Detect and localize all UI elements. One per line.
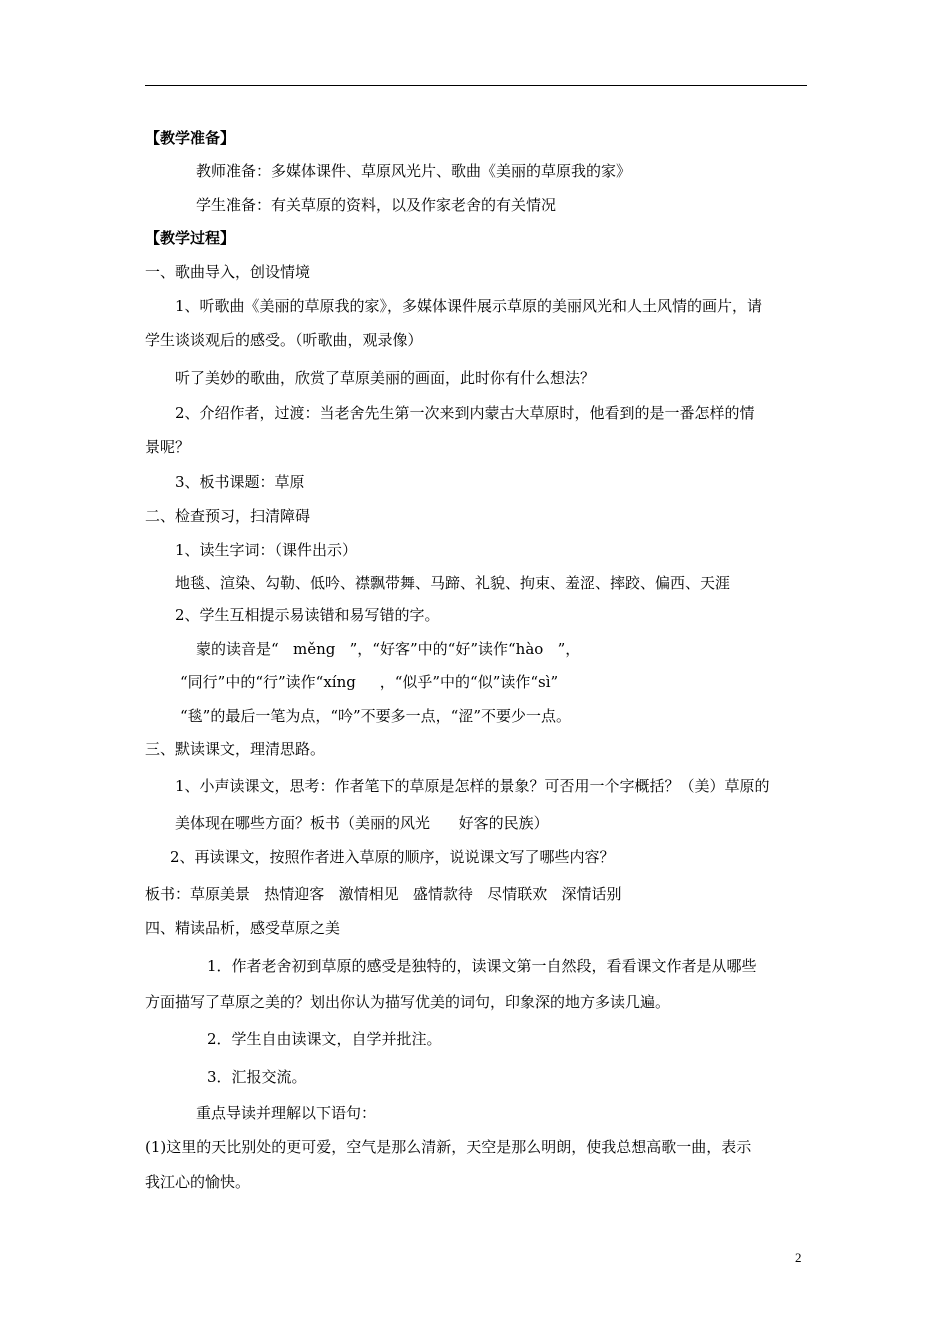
part2-item2: 2、学生互相提示易读错和易写错的字。 bbox=[175, 606, 440, 624]
student-prep: 学生准备：有关草原的资料，以及作家老舍的有关情况 bbox=[196, 196, 557, 214]
part4-quote1-b: 我江心的愉快。 bbox=[145, 1173, 251, 1191]
part4-item1-b: 方面描写了草原之美的？划出你认为描写优美的词句，印象深的地方多读几遍。 bbox=[145, 993, 671, 1011]
part2-note3: “毯”的最后一笔为点，“吟”不要多一点，“涩”不要少一点。 bbox=[180, 707, 572, 725]
part2-words: 地毯、渲染、勾勒、低吟、襟飘带舞、马蹄、礼貌、拘束、羞涩、摔跤、偏西、天涯 bbox=[175, 574, 731, 592]
part4-title: 四、精读品析，感受草原之美 bbox=[145, 919, 341, 937]
part1-item1-a: 1、听歌曲《美丽的草原我的家》，多媒体课件展示草原的美丽风光和人土风情的画片，请 bbox=[175, 297, 763, 315]
part3-board: 板书：草原美景 热情迎客 激情相见 盛情款待 尽情联欢 深情话别 bbox=[145, 885, 622, 903]
part4-quote1-a: (1)这里的天比别处的更可爱，空气是那么清新，天空是那么明朗，使我总想高歌一曲，表示 bbox=[145, 1138, 752, 1156]
part1-item2-a: 2、介绍作者，过渡：当老舍先生第一次来到内蒙古大草原时，他看到的是一番怎样的情 bbox=[175, 404, 755, 422]
part3-item1-b: 美体现在哪些方面？板书（美丽的风光 好客的民族） bbox=[175, 814, 549, 832]
header-rule bbox=[145, 85, 807, 86]
part3-item1-a: 1、小声读课文，思考：作者笔下的草原是怎样的景象？可否用一个字概括？（美）草原的 bbox=[175, 777, 770, 795]
part1-item2-b: 景呢？ bbox=[145, 438, 191, 456]
prep-heading: 【教学准备】 bbox=[145, 129, 236, 147]
teacher-prep: 教师准备：多媒体课件、草原风光片、歌曲《美丽的草原我的家》 bbox=[196, 162, 632, 180]
process-heading: 【教学过程】 bbox=[145, 229, 236, 247]
part4-item1-a: 1．作者老舍初到草原的感受是独特的，读课文第一自然段，看看课文作者是从哪些 bbox=[207, 957, 757, 975]
part2-title: 二、检查预习，扫清障碍 bbox=[145, 507, 311, 525]
part4-item3: 3．汇报交流。 bbox=[207, 1068, 307, 1086]
part1-item1-b: 学生谈谈观后的感受。（听歌曲，观录像） bbox=[145, 331, 423, 349]
part4-focus: 重点导读并理解以下语句： bbox=[196, 1104, 377, 1122]
part2-note1: 蒙的读音是“ měng ”，“好客”中的“好”读作“hào ”， bbox=[196, 640, 581, 658]
part3-item2: 2、再读课文，按照作者进入草原的顺序，说说课文写了哪些内容？ bbox=[170, 848, 615, 866]
part4-item2: 2．学生自由读课文，自学并批注。 bbox=[207, 1030, 442, 1048]
part1-question: 听了美妙的歌曲，欣赏了草原美丽的画面，此时你有什么想法？ bbox=[175, 369, 596, 387]
part1-item3: 3、板书课题：草原 bbox=[175, 473, 305, 491]
part2-note2: “同行”中的“行”读作“xíng ，“似乎”中的“似”读作“sì” bbox=[180, 673, 559, 691]
part1-title: 一、歌曲导入，创设情境 bbox=[145, 263, 311, 281]
part2-item1: 1、读生字词：（课件出示） bbox=[175, 541, 358, 559]
part3-title: 三、默读课文，理清思路。 bbox=[145, 740, 326, 758]
page-number: 2 bbox=[795, 1250, 802, 1265]
